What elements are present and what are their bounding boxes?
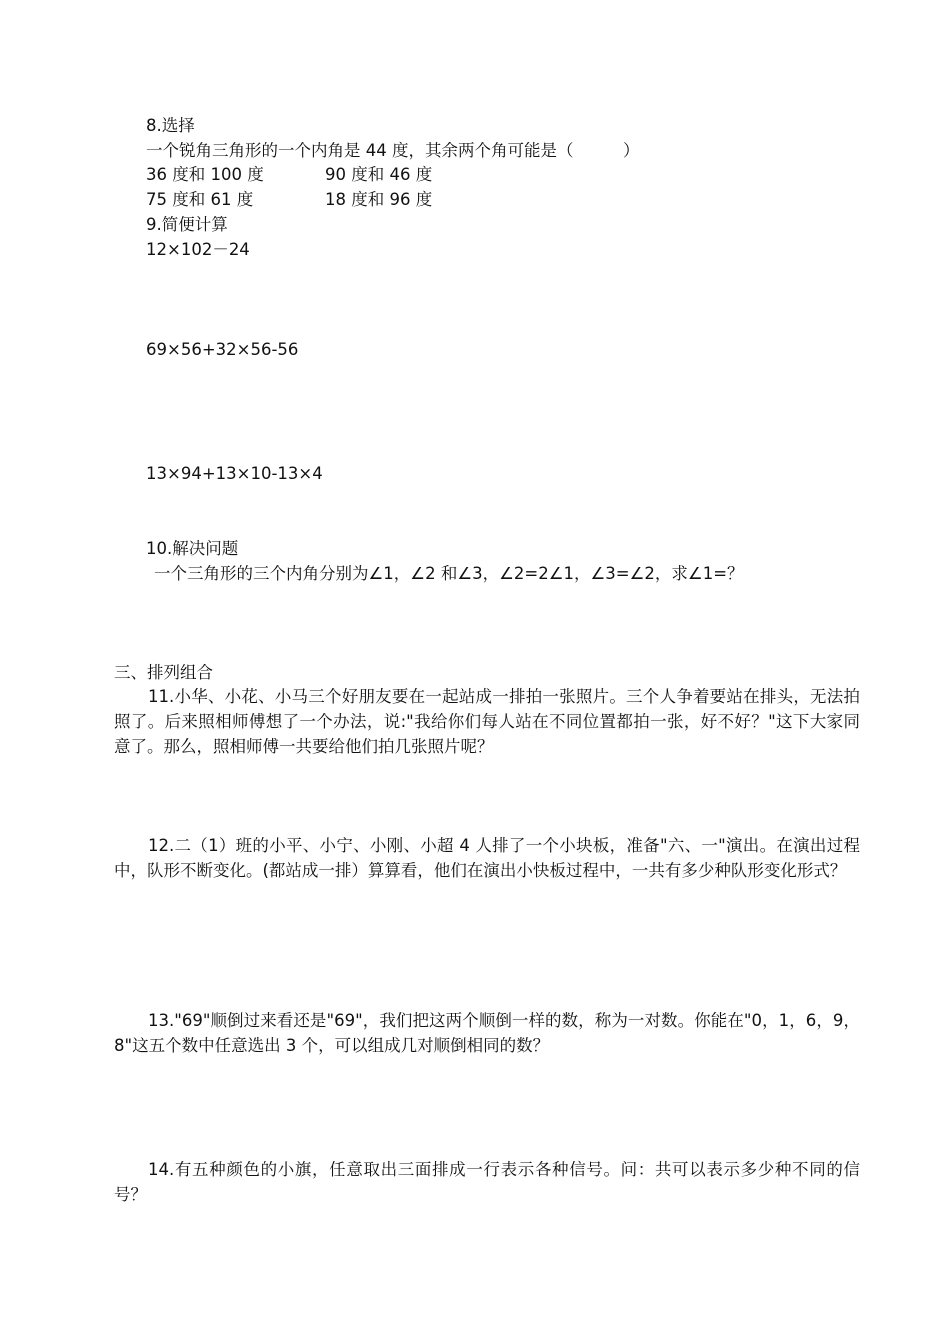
- q10-stem: 一个三角形的三个内角分别为∠1，∠2 和∠3，∠2=2∠1，∠3=∠2，求∠1=？: [154, 564, 744, 583]
- q9-expression-2: 69×56+32×56-56: [146, 340, 299, 359]
- q10-title: 10.解决问题: [146, 539, 239, 558]
- q9-expression-3: 13×94+13×10-13×4: [146, 464, 323, 483]
- q8-option-2: 90 度和 46 度: [325, 165, 433, 184]
- section-3-heading: 三、排列组合: [114, 663, 213, 682]
- q8-title: 8.选择: [146, 116, 195, 135]
- q9-title: 9.简便计算: [146, 215, 228, 234]
- q8-option-3: 75 度和 61 度: [146, 190, 254, 209]
- q13-text: 13."69"顺倒过来看还是"69"，我们把这两个顺倒一样的数，称为一对数。你能在"0，1，6，9，8"这五个数中任意选出 3 个，可以组成几对顺倒相同的数？: [114, 1011, 860, 1055]
- q14-text: 14.有五种颜色的小旗，任意取出三面排成一行表示各种信号。问：共可以表示多少种不同的信号？: [114, 1160, 860, 1204]
- q11-text: 11.小华、小花、小马三个好朋友要在一起站成一排拍一张照片。三个人争着要站在排头，无法拍照了。后来照相师傅想了一个办法，说:"我给你们每人站在不同位置都拍一张，好不好？"这下大家同意了。那么，照相师傅一共要给他们拍几张照片呢？: [114, 687, 860, 756]
- q12-text: 12.二（1）班的小平、小宁、小刚、小超 4 人排了一个小块板，准备"六、一"演出。在演出过程中，队形不断变化。(都站成一排）算算看，他们在演出小快板过程中，一共有多少种队形变化形式？: [114, 836, 860, 880]
- q9-expression-1: 12×102－24: [146, 240, 250, 259]
- q8-option-1: 36 度和 100 度: [146, 165, 264, 184]
- q8-option-4: 18 度和 96 度: [325, 190, 433, 209]
- q8-stem: 一个锐角三角形的一个内角是 44 度，其余两个角可能是（ ）: [146, 141, 640, 160]
